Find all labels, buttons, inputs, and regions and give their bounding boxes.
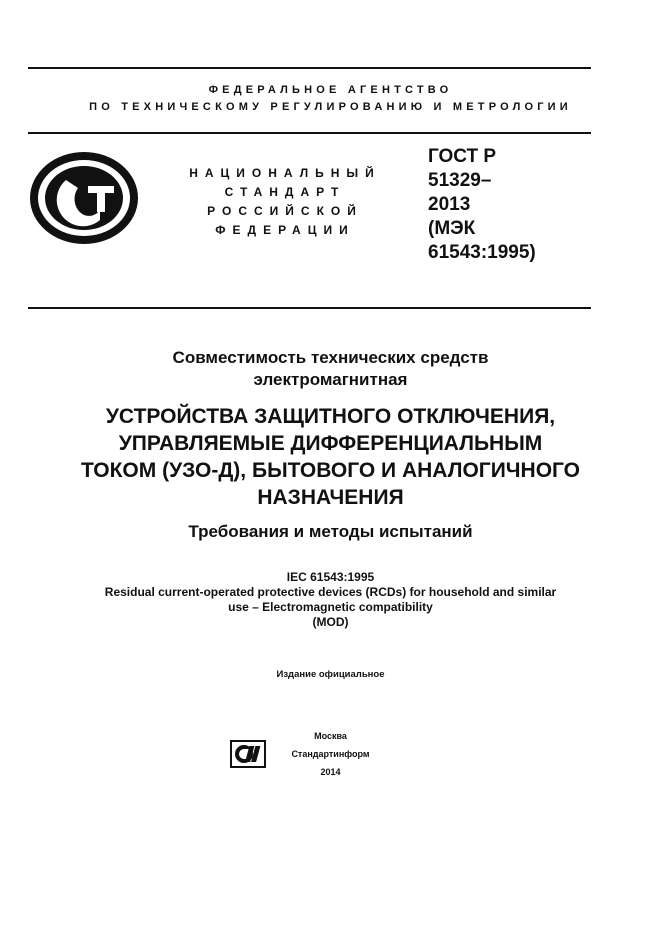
edition-note: Издание официальное <box>276 669 385 680</box>
agency-line-1: ФЕДЕРАЛЬНОЕ АГЕНТСТВО <box>208 84 453 96</box>
national-standard-line-2: СТАНДАРТ <box>224 185 346 199</box>
group-title-line-2: электромагнитная <box>253 370 408 389</box>
top-rule <box>28 67 591 69</box>
agency-line-2: ПО ТЕХНИЧЕСКОМУ РЕГУЛИРОВАНИЮ И МЕТРОЛОГИИ <box>89 101 572 113</box>
main-title-line-3: ТОКОМ (УЗО-Д), БЫТОВОГО И АНАЛОГИЧНОГО <box>80 459 581 482</box>
publisher-block <box>0 727 661 781</box>
iec-mod: (MOD) <box>312 615 349 629</box>
national-standard-line-1: НАЦИОНАЛЬНЫЙ <box>189 166 381 180</box>
designation-line-5: 61543:1995) <box>428 242 536 263</box>
designation-line-1: ГОСТ Р <box>428 146 497 167</box>
gost-r-logo <box>28 150 140 246</box>
designation-line-2: 51329– <box>428 170 492 191</box>
standard-group-title <box>0 347 661 391</box>
main-title <box>0 403 661 511</box>
main-title-line-4: НАЗНАЧЕНИЯ <box>257 486 404 509</box>
designation-line-3: 2013 <box>428 194 471 215</box>
iec-title-line-1: Residual current-operated protective devices (RCDs) for household and similar <box>104 585 557 599</box>
iec-title-line-2: use – Electromagnetic compatibility <box>228 600 433 614</box>
section-rule <box>28 307 591 309</box>
standard-designation <box>428 145 598 265</box>
designation-line-4: (МЭК <box>428 218 476 239</box>
iec-block <box>0 570 661 630</box>
publisher-year: 2014 <box>320 767 341 777</box>
publisher-name: Стандартинформ <box>291 749 370 759</box>
publisher-city: Москва <box>314 731 347 741</box>
header-rule <box>28 132 591 134</box>
subtitle: Требования и методы испытаний <box>188 522 473 541</box>
national-standard-line-4: ФЕДЕРАЦИИ <box>215 223 355 237</box>
main-title-line-1: УСТРОЙСТВА ЗАЩИТНОГО ОТКЛЮЧЕНИЯ, <box>105 405 556 428</box>
group-title-line-1: Совместимость технических средств <box>172 348 489 367</box>
national-standard-line-3: РОССИЙСКОЙ <box>207 204 363 218</box>
iec-code: IEC 61543:1995 <box>286 570 375 584</box>
main-title-line-2: УПРАВЛЯЕМЫЕ ДИФФЕРЕНЦИАЛЬНЫМ <box>118 432 543 455</box>
